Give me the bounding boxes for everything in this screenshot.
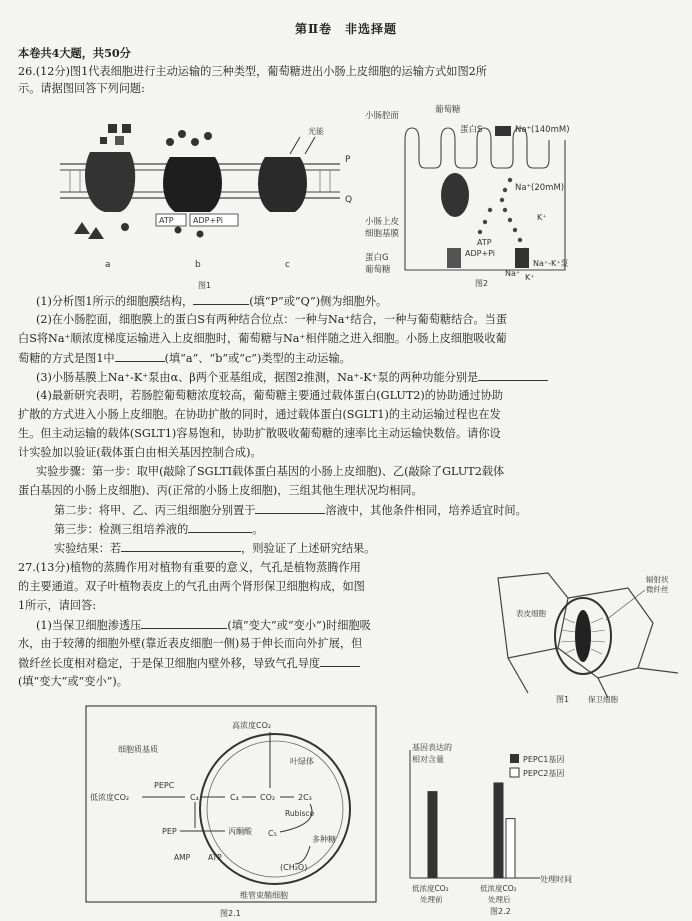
f21-starch: 多种糖: [312, 835, 336, 844]
q26-p2a: (2)在小肠腔面，细胞膜上的蛋白S有两种结合位点：一种与Na⁺结合，一种与葡萄糖结合。当蛋: [36, 313, 508, 326]
q27-p1b-text: (填“变大”或“变小”)时细胞吸: [227, 619, 371, 632]
q27-p1a-text: (1)当保卫细胞渗透压: [36, 619, 142, 632]
q26-s2a-text: 第二步：将甲、乙、丙三组细胞分别置于: [54, 504, 256, 517]
section-title: 第Ⅱ卷 非选择题: [294, 22, 398, 36]
fig1-P: P: [345, 155, 351, 165]
fig1-label-c: c: [285, 260, 290, 270]
q26-p2c-text: 萄糖的方式是图1中: [18, 352, 115, 365]
q27-fig1-fibril2: 微纤丝: [646, 585, 669, 594]
q26-answer-3[interactable]: [478, 369, 548, 381]
f21-cytoplasm: 细胞质基质: [118, 745, 158, 754]
q27-p1: [36, 617, 371, 633]
chart-bars: [428, 783, 515, 878]
fig2-adp: ADP+Pi: [465, 249, 496, 258]
q26-line1: 26.(12分)图1代表细胞进行主动运输的三种类型，葡萄糖进出小肠上皮细胞的运输方式如图2所: [18, 65, 487, 78]
q26-figure1: [60, 112, 360, 302]
q26-answer-4[interactable]: [255, 502, 325, 514]
fig2-base2: 细胞基膜: [365, 229, 400, 239]
q27-fig1-epidermal: 表皮细胞: [516, 609, 546, 618]
q27-fig1-caption: 图1: [556, 695, 570, 704]
q27-answer-2[interactable]: [320, 655, 360, 667]
q26-s2b-text: 溶液中，其他条件相同，培养适宜时间。: [325, 504, 527, 517]
protein-g: [447, 248, 461, 268]
q26-s1b: 蛋白基因的小肠上皮细胞)、丙(正常的小肠上皮细胞)，三组其他生理状况均相同。: [18, 484, 423, 497]
f21-ch2o: (CH₂O): [280, 863, 308, 872]
q26-p4c: 生。但主动运输的载体(SGLT1)容易饱和，协助扩散吸收葡萄糖的速率比主动运输快数倍。请你设: [18, 427, 501, 440]
chart-caption: 图2.2: [490, 907, 511, 916]
legend-swatch-pepc1: [510, 754, 519, 763]
fig2-pump: Na⁺-K⁺泵: [533, 259, 569, 268]
fig2-glucose2: 葡萄糖: [365, 265, 391, 275]
bar-pepc1-after: [494, 783, 503, 878]
fig1-atp: ATP: [159, 216, 174, 225]
q26-s1a: 实验步骤：第一步：取甲(敲除了SGLTI载体蛋白基因的小肠上皮细胞)、乙(敲除了GLUT2载体: [36, 465, 505, 478]
fig1-Q: Q: [345, 195, 353, 205]
q27-line3: 1所示，请回答:: [18, 599, 97, 612]
fig2-k2: K⁺: [525, 273, 535, 282]
f21-c5: C₅: [268, 829, 277, 838]
q26-p1-text: (1)分析图1所示的细胞膜结构，: [36, 295, 194, 308]
q27-p1d: [18, 655, 360, 671]
q26-p1-text-b: (填“P”或“Q”)侧为细胞外。: [249, 295, 388, 308]
q27-p1d-text: 微纤丝长度相对稳定，于是保卫细胞内壁外移，导致气孔导度: [18, 657, 321, 670]
q26-p1: [36, 293, 387, 309]
f21-pep: PEP: [162, 827, 177, 836]
q26-r1a-text: 实验结果：若: [54, 542, 122, 555]
f21-rubisco: Rubisco: [285, 809, 315, 818]
nucleus: [441, 173, 469, 217]
legend-swatch-pepc2: [510, 768, 519, 777]
q26-p2d-text: (填“a”、“b”或“c”)类型的主动运输。: [164, 352, 351, 365]
q26-p3-text: (3)小肠基膜上Na⁺-K⁺泵由α、β两个亚基组成，据图2推测，Na⁺-K⁺泵的两种功能分别是: [36, 371, 479, 384]
q26-line2: 示。请据图回答下列问题:: [18, 82, 145, 95]
f21-c4b: C₄: [230, 793, 239, 802]
q27-figure2-1: [80, 704, 380, 919]
transporter-b: [163, 157, 222, 212]
chart-cat1b: 处理前: [420, 895, 443, 904]
q27-line1: 27.(13分)植物的蒸腾作用对植物有重要的意义，气孔是植物蒸腾作用: [18, 561, 361, 574]
fig2-na: Na⁺: [505, 269, 521, 278]
transporter-a: [85, 152, 135, 212]
q26-s3: [54, 521, 263, 537]
f21-amp: AMP: [174, 853, 191, 862]
f21-chloroplast: 叶绿体: [290, 757, 314, 766]
q26-p4d: 计实验加以验证(载体蛋白由相关基因控制合成)。: [18, 446, 262, 459]
q26-answer-6[interactable]: [121, 540, 241, 552]
fig2-proteinG: 蛋白G: [365, 253, 389, 263]
chart-ylabel1: 基因表达的: [412, 743, 452, 752]
bar-pepc1-before: [428, 792, 437, 878]
chart-xlabel: 处理时间: [540, 875, 572, 884]
q27-figure2-2-chart: [390, 740, 620, 918]
transporter-c: [258, 157, 307, 212]
q27-p1e: (填“变大”或“变小”)。: [18, 675, 128, 688]
q26-s3b-text: 。: [252, 523, 264, 536]
q27-answer-1[interactable]: [141, 617, 227, 629]
chart-cat2a: 低浓度CO₂: [480, 884, 517, 893]
stoma-pore: [575, 610, 591, 662]
fig2-lumen: 小肠腔面: [365, 111, 400, 121]
q26-figure2: [365, 100, 605, 290]
fig1-caption: 图1: [198, 281, 212, 290]
q26-p4b: 扩散的方式进入小肠上皮细胞。在协助扩散的同时，通过载体蛋白(SGLT1)的主动运输过程也在发: [18, 408, 501, 421]
legend-pepc2: PEPC2基因: [523, 769, 565, 778]
f21-lowco2: 低浓度CO₂: [90, 793, 130, 802]
q26-answer-1[interactable]: [193, 293, 249, 305]
q27-line2: 的主要通道。双子叶植物表皮上的气孔由两个肾形保卫细胞构成，如图: [18, 580, 365, 593]
q26-p2c: [18, 350, 351, 366]
fig2-k: K⁺: [537, 213, 547, 222]
q26-s2: [54, 502, 527, 518]
chart-cat1a: 低浓度CO₂: [412, 884, 449, 893]
fig1-adp: ADP+Pi: [193, 216, 224, 225]
q26-answer-2[interactable]: [115, 350, 165, 362]
fig2-base: 小肠上皮: [365, 217, 400, 227]
q26-p3: [36, 369, 548, 385]
chart-ylabel2: 相对含量: [412, 755, 444, 764]
fig2-proteinS: 蛋白S: [460, 125, 483, 135]
chart-cat2b: 处理后: [488, 895, 511, 904]
f21-caption: 图2.1: [220, 909, 241, 918]
fig2-na20: Na⁺(20mM): [515, 183, 565, 193]
q27-figure1-stomata: [488, 568, 686, 706]
f21-c3: 2C₃: [298, 793, 312, 802]
f21-atp: ATP: [208, 853, 222, 862]
f21-highco2: 高浓度CO₂: [232, 721, 272, 730]
fig2-glucose: 葡萄糖: [435, 105, 461, 115]
fig2-atp: ATP: [477, 238, 492, 247]
q26-result: [54, 540, 375, 556]
fig1-label-a: a: [105, 260, 111, 270]
f21-pyruvate: 丙酮酸: [228, 827, 252, 836]
na-k-pump: [515, 248, 529, 268]
f21-sheath: 维管束鞘细胞: [240, 891, 288, 900]
q27-fig1-fibril: 辐射状: [646, 575, 669, 584]
q27-fig1-guard: 保卫细胞: [588, 695, 618, 704]
bar-pepc2-after: [506, 819, 515, 878]
q26-p4a: (4)最新研究表明，若肠腔葡萄糖浓度较高，葡萄糖主要通过载体蛋白(GLUT2)的协助通过协助: [36, 389, 504, 402]
fig2-caption: 图2: [475, 279, 489, 288]
q26-r1b-text: ，则验证了上述研究结果。: [241, 542, 376, 555]
q26-p2b: 白S将Na⁺顺浓度梯度运输进入上皮细胞时，葡萄糖与Na⁺相伴随之进入细胞。小肠上皮细胞吸收葡: [18, 332, 507, 345]
fig1-label-b: b: [195, 260, 201, 270]
f21-pepc: PEPC: [154, 781, 175, 790]
q26-s3a-text: 第三步：检测三组培养液的: [54, 523, 189, 536]
f21-co2: CO₂: [260, 793, 276, 802]
section-info: 本卷共4大题，共50分: [18, 46, 131, 60]
fig1-light: 光能: [308, 127, 324, 136]
fig2-na140: Na⁺(140mM): [515, 125, 570, 135]
q27-p1c: 水，由于较薄的细胞外壁(靠近表皮细胞一侧)易于伸长而向外扩展，但: [18, 637, 363, 650]
legend-pepc1: PEPC1基因: [523, 755, 565, 764]
f21-c4a: C₄: [190, 793, 199, 802]
q26-answer-5[interactable]: [188, 521, 252, 533]
